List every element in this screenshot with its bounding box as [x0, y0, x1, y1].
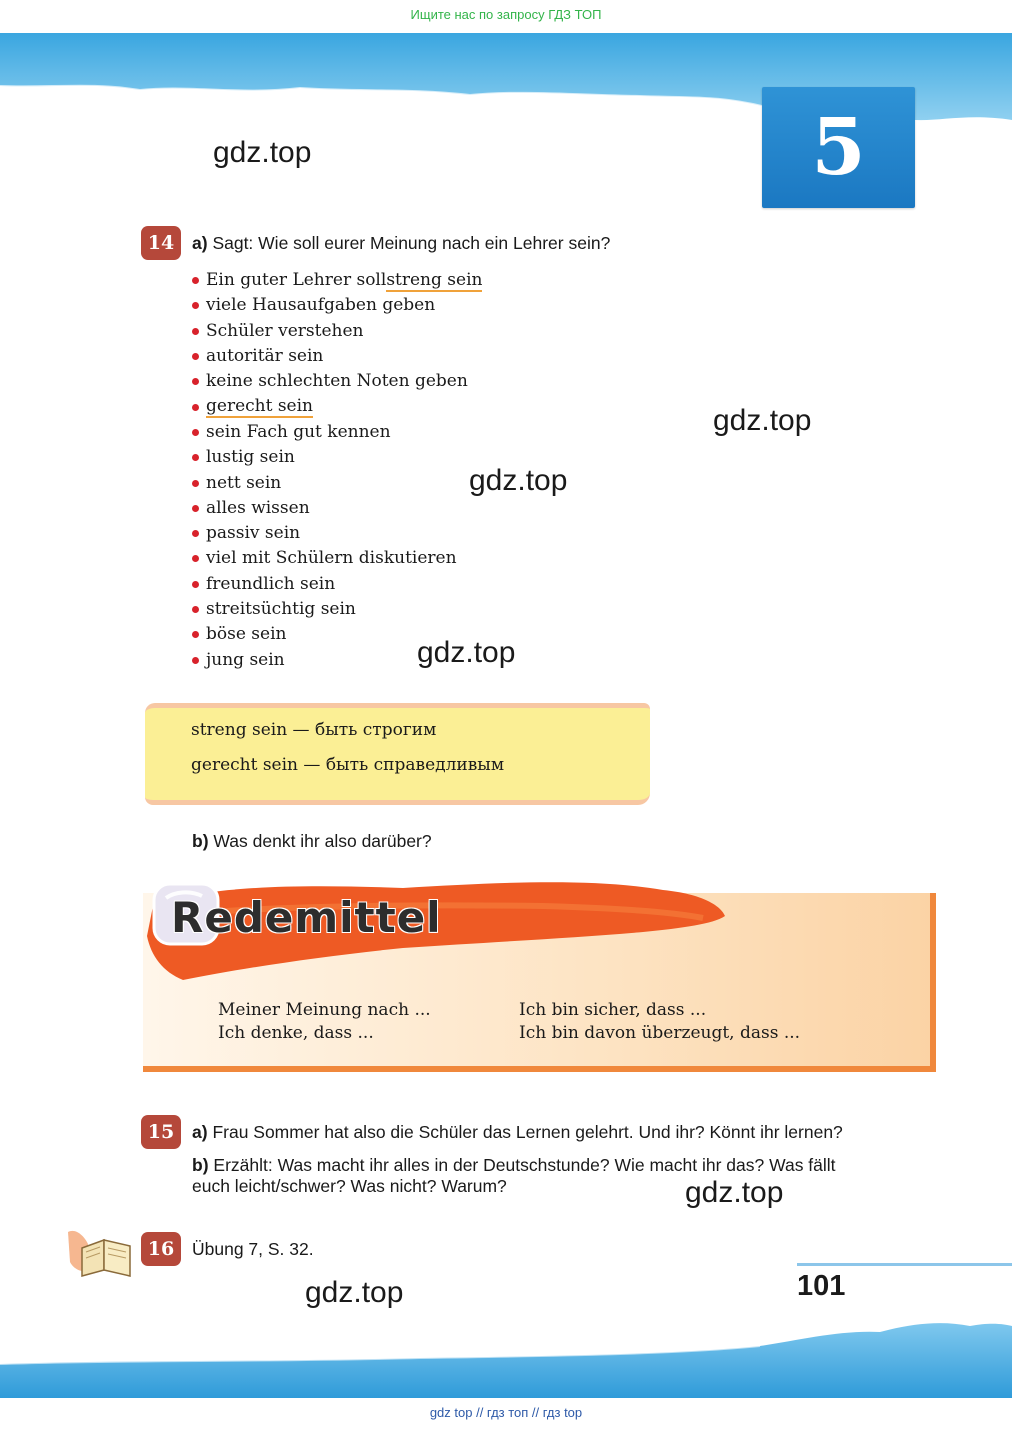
- page-number: 101: [797, 1270, 846, 1302]
- part-label: a): [192, 1122, 208, 1142]
- workbook-icon: [64, 1226, 138, 1278]
- phrase: Ich bin sicher, dass ...: [519, 1000, 707, 1020]
- redemittel-title: Redemittel: [171, 893, 442, 942]
- bullet-icon: [192, 277, 199, 284]
- list-item: lustig sein: [192, 445, 482, 470]
- bullet-icon: [192, 429, 199, 436]
- vocab-line: gerecht sein — быть справедливым: [191, 755, 505, 775]
- phrase: Ich bin davon überzeugt, dass ...: [519, 1023, 801, 1043]
- watermark: gdz.top: [685, 1176, 784, 1209]
- watermark: gdz.top: [469, 464, 568, 497]
- bullet-icon: [192, 454, 199, 461]
- exercise-16-task: Übung 7, S. 32.: [192, 1239, 314, 1259]
- bullet-icon: [192, 378, 199, 385]
- watermark: gdz.top: [417, 636, 516, 669]
- exercise-15-task-b-line2: euch leicht/schwer? Was nicht? Warum?: [192, 1176, 507, 1196]
- task-text: Was denkt ihr also darüber?: [213, 831, 432, 851]
- list-item: [192, 394, 482, 419]
- exercise-14-task-b: [192, 831, 432, 852]
- bullet-icon: [192, 353, 199, 360]
- exercise-number: 15: [147, 1121, 175, 1143]
- bullet-icon: [192, 581, 199, 588]
- phrase: Meiner Meinung nach ...: [218, 1000, 431, 1020]
- list-item: viel mit Schülern diskutieren: [192, 546, 482, 571]
- top-note: Ищите нас по запросу ГДЗ ТОП: [410, 7, 602, 22]
- footer-sky-band: [0, 1318, 1012, 1398]
- task-text: Erzählt: Was macht ihr alles in der Deutschstunde? Wie macht ihr das? Was fällt: [213, 1155, 836, 1175]
- task-text: Frau Sommer hat also die Schüler das Lernen gelehrt. Und ihr? Könnt ihr lernen?: [212, 1122, 843, 1142]
- page-number-rule: [797, 1263, 1012, 1266]
- bottom-note: gdz top // гдз топ // гдз top: [429, 1405, 583, 1420]
- list-item: keine schlechten Noten geben: [192, 369, 482, 394]
- watermark: gdz.top: [305, 1276, 404, 1309]
- part-label: a): [192, 233, 208, 253]
- exercise-14-task-a: [192, 233, 610, 254]
- list-item: alles wissen: [192, 496, 482, 521]
- bullet-icon: [192, 480, 199, 487]
- bullet-icon: [192, 657, 199, 664]
- bullet-icon: [192, 505, 199, 512]
- watermark: gdz.top: [713, 404, 812, 437]
- bullet-icon: [192, 631, 199, 638]
- list-item: Schüler verstehen: [192, 319, 482, 344]
- list-item: freundlich sein: [192, 572, 482, 597]
- vocab-line: streng sein — быть строгим: [191, 720, 437, 740]
- chapter-number-box: [762, 87, 915, 208]
- exercise-16-badge: [141, 1232, 181, 1266]
- exercise-number: 16: [147, 1238, 175, 1260]
- exercise-14-badge: [141, 226, 181, 260]
- list-item: autoritär sein: [192, 344, 482, 369]
- bullet-icon: [192, 302, 199, 309]
- list-item: streitsüchtig sein: [192, 597, 482, 622]
- bullet-icon: [192, 555, 199, 562]
- part-label: b): [192, 1155, 209, 1175]
- list-item: jung sein: [192, 647, 482, 672]
- exercise-15-task-a: [192, 1122, 843, 1143]
- part-label: b): [192, 831, 209, 851]
- bullet-icon: [192, 530, 199, 537]
- chapter-number: 5: [811, 102, 866, 193]
- exercise-15-task-b: [192, 1155, 836, 1176]
- teacher-traits-list: [192, 268, 482, 673]
- exercise-15-badge: [141, 1115, 181, 1149]
- phrase: Ich denke, dass ...: [218, 1023, 374, 1043]
- exercise-number: 14: [147, 232, 175, 254]
- list-item: böse sein: [192, 622, 482, 647]
- list-item: sein Fach gut kennen: [192, 420, 482, 445]
- bullet-icon: [192, 404, 199, 411]
- list-item: viele Hausaufgaben geben: [192, 293, 482, 318]
- underlined-phrase: streng sein: [386, 269, 483, 290]
- watermark: gdz.top: [213, 136, 312, 169]
- list-item: Ein guter Lehrer soll streng sein: [192, 268, 482, 293]
- list-item: nett sein: [192, 470, 482, 495]
- task-text: Sagt: Wie soll eurer Meinung nach ein Lehrer sein?: [212, 233, 611, 253]
- underlined-phrase: gerecht sein: [206, 396, 314, 417]
- bullet-icon: [192, 606, 199, 613]
- bullet-icon: [192, 328, 199, 335]
- list-item: passiv sein: [192, 521, 482, 546]
- vocabulary-box: [145, 703, 650, 805]
